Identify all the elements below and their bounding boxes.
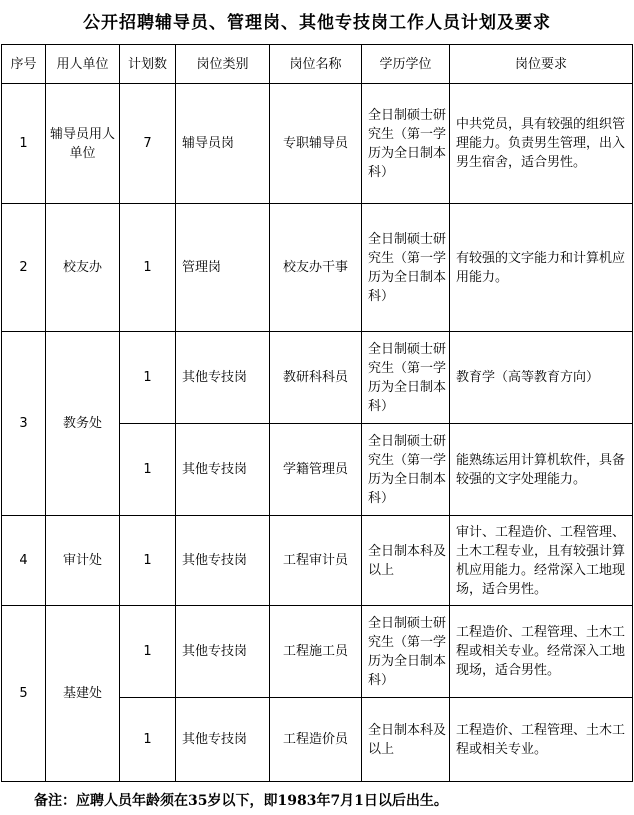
education-requirement: 全日制本科及以上 (362, 698, 450, 782)
position-name: 学籍管理员 (270, 424, 362, 516)
position-requirement: 教育学（高等教育方向） (450, 332, 633, 424)
headcount: 1 (120, 516, 176, 606)
header-cell: 学历学位 (362, 45, 450, 84)
row-number: 3 (2, 332, 46, 516)
employer-unit: 校友办 (46, 204, 120, 332)
education-requirement: 全日制本科及以上 (362, 516, 450, 606)
position-name: 工程造价员 (270, 698, 362, 782)
education-requirement: 全日制硕士研究生（第一学历为全日制本科） (362, 332, 450, 424)
employer-unit: 基建处 (46, 606, 120, 782)
position-requirement: 中共党员，具有较强的组织管理能力。负责男生管理，出入男生宿舍，适合男性。 (450, 84, 633, 204)
footnote: 备注：应聘人员年龄须在35岁以下，即1983年7月1日以后出生。 (34, 793, 448, 809)
employer-unit: 教务处 (46, 332, 120, 516)
position-requirement: 工程造价、工程管理、土木工程或相关专业。经常深入工地现场，适合男性。 (450, 606, 633, 698)
position-category: 管理岗 (176, 204, 270, 332)
header-cell: 岗位类别 (176, 45, 270, 84)
page-title: 公开招聘辅导员、管理岗、其他专技岗工作人员计划及要求 (83, 13, 551, 33)
education-requirement: 全日制硕士研究生（第一学历为全日制本科） (362, 204, 450, 332)
recruitment-table (1, 44, 633, 782)
position-name: 教研科科员 (270, 332, 362, 424)
header-cell: 岗位名称 (270, 45, 362, 84)
position-category: 其他专技岗 (176, 698, 270, 782)
header-cell: 岗位要求 (450, 45, 633, 84)
headcount: 1 (120, 424, 176, 516)
row-number: 4 (2, 516, 46, 606)
row-number: 1 (2, 84, 46, 204)
headcount: 1 (120, 606, 176, 698)
position-category: 其他专技岗 (176, 424, 270, 516)
position-name: 校友办干事 (270, 204, 362, 332)
position-category: 其他专技岗 (176, 606, 270, 698)
position-requirement: 审计、工程造价、工程管理、土木工程专业，且有较强计算机应用能力。经常深入工地现场，适合男性。 (450, 516, 633, 606)
table-row (2, 516, 633, 606)
headcount: 1 (120, 698, 176, 782)
table-row (2, 84, 633, 204)
position-category: 其他专技岗 (176, 332, 270, 424)
employer-unit: 审计处 (46, 516, 120, 606)
position-name: 专职辅导员 (270, 84, 362, 204)
table-row (2, 606, 633, 698)
position-requirement: 有较强的文字能力和计算机应用能力。 (450, 204, 633, 332)
header-cell: 用人单位 (46, 45, 120, 84)
headcount: 7 (120, 84, 176, 204)
education-requirement: 全日制硕士研究生（第一学历为全日制本科） (362, 84, 450, 204)
employer-unit: 辅导员用人单位 (46, 84, 120, 204)
table-header-row (2, 45, 633, 84)
headcount: 1 (120, 332, 176, 424)
position-name: 工程施工员 (270, 606, 362, 698)
education-requirement: 全日制硕士研究生（第一学历为全日制本科） (362, 424, 450, 516)
position-category: 其他专技岗 (176, 516, 270, 606)
education-requirement: 全日制硕士研究生（第一学历为全日制本科） (362, 606, 450, 698)
headcount: 1 (120, 204, 176, 332)
row-number: 5 (2, 606, 46, 782)
table-row (2, 204, 633, 332)
position-name: 工程审计员 (270, 516, 362, 606)
position-requirement: 工程造价、工程管理、土木工程或相关专业。 (450, 698, 633, 782)
header-cell: 序号 (2, 45, 46, 84)
position-requirement: 能熟练运用计算机软件，具备较强的文字处理能力。 (450, 424, 633, 516)
row-number: 2 (2, 204, 46, 332)
position-category: 辅导员岗 (176, 84, 270, 204)
header-cell: 计划数 (120, 45, 176, 84)
table-row (2, 332, 633, 424)
